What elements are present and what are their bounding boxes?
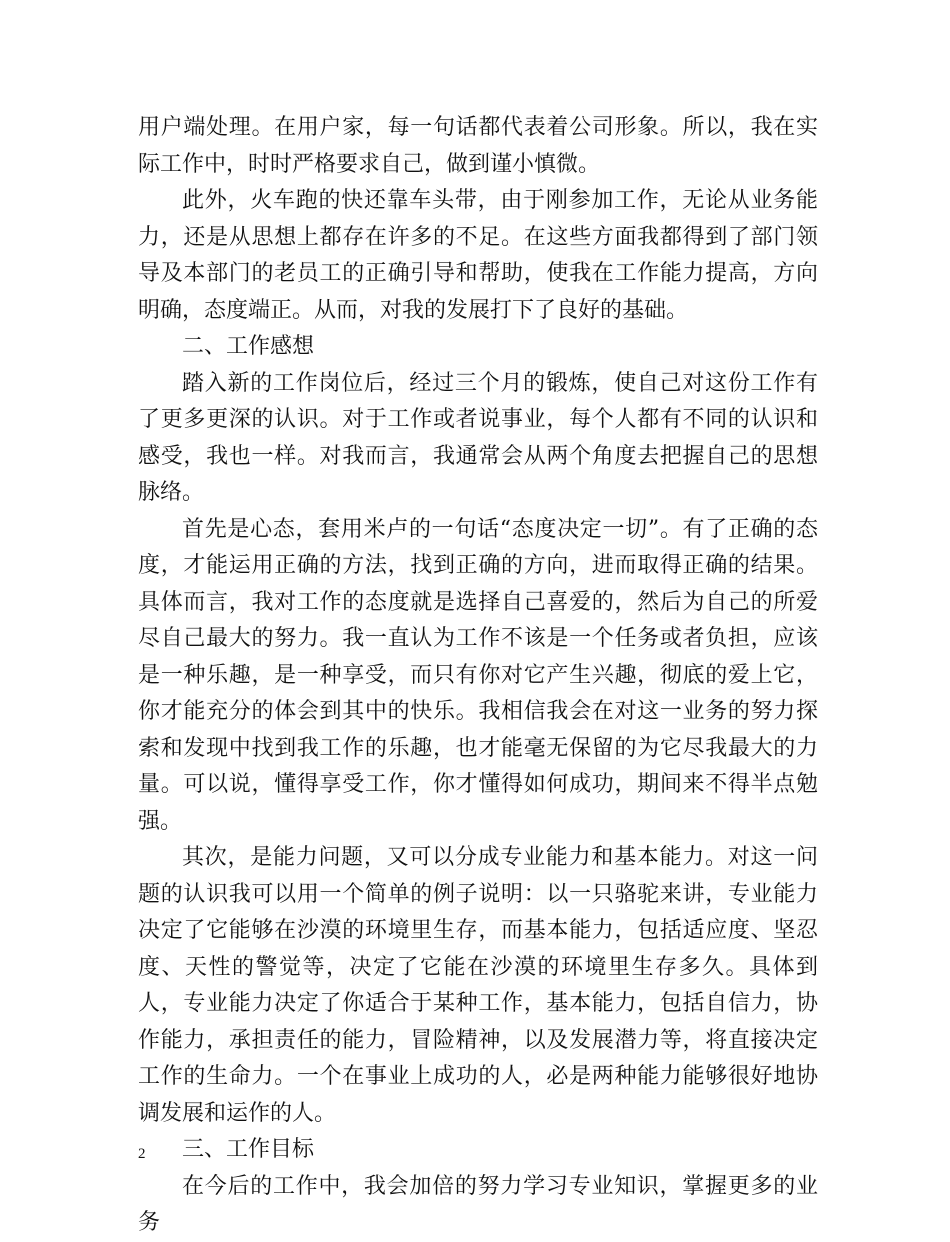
section-heading: 三、工作目标 <box>182 1137 315 1162</box>
paragraph: 踏入新的工作岗位后，经过三个月的锻炼，使自己对这份工作有了更多更深的认识。对于工作或者说事业，每个人都有不同的认识和感受，我也一样。对我而言，我通常会从两个角度去把握自己的思想脉络。 <box>138 370 818 505</box>
paragraph: 用户端处理。在用户家，每一句话都代表着公司形象。所以，我在实际工作中，时时严格要求自己，做到谨小慎微。 <box>138 115 818 177</box>
paragraph: 此外，火车跑的快还靠车头带，由于刚参加工作，无论从业务能力，还是从思想上都存在许多的不足。在这些方面我都得到了部门领导及本部门的老员工的正确引导和帮助，使我在工作能力提高，方向明确，态度端正。从而，对我的发展打下了良好的基础。 <box>138 188 818 323</box>
document-body <box>138 110 818 1242</box>
paragraph: 在今后的工作中，我会加倍的努力学习专业知识，掌握更多的业务 <box>138 1173 818 1235</box>
paragraph: 其次，是能力问题，又可以分成专业能力和基本能力。对这一问题的认识我可以用一个简单的例子说明：以一只骆驼来讲，专业能力决定了它能够在沙漠的环境里生存，而基本能力，包括适应度、坚忍度、天性的警觉等，决定了它能在沙漠的环境里生存多久。具体到人，专业能力决定了你适合于某种工作，基本能力，包括自信力，协作能力，承担责任的能力，冒险精神，以及发展潜力等，将直接决定工作的生命力。一个在事业上成功的人，必是两种能力能够很好地协调发展和运作的人。 <box>138 845 818 1126</box>
paragraph: 首先是心态，套用米卢的一句话“态度决定一切”。有了正确的态度，才能运用正确的方法，找到正确的方向，进而取得正确的结果。具体而言，我对工作的态度就是选择自己喜爱的，然后为自己的所爱尽自己最大的努力。我一直认为工作不该是一个任务或者负担，应该是一种乐趣，是一种享受，而只有你对它产生兴趣，彻底的爱上它，你才能充分的体会到其中的快乐。我相信我会在对这一业务的努力探索和发现中找到我工作的乐趣，也才能毫无保留的为它尽我最大的力量。可以说，懂得享受工作，你才懂得如何成功，期间来不得半点勉强。 <box>138 516 818 834</box>
section-heading: 二、工作感想 <box>182 334 315 359</box>
page-number: 2 <box>138 1146 146 1162</box>
